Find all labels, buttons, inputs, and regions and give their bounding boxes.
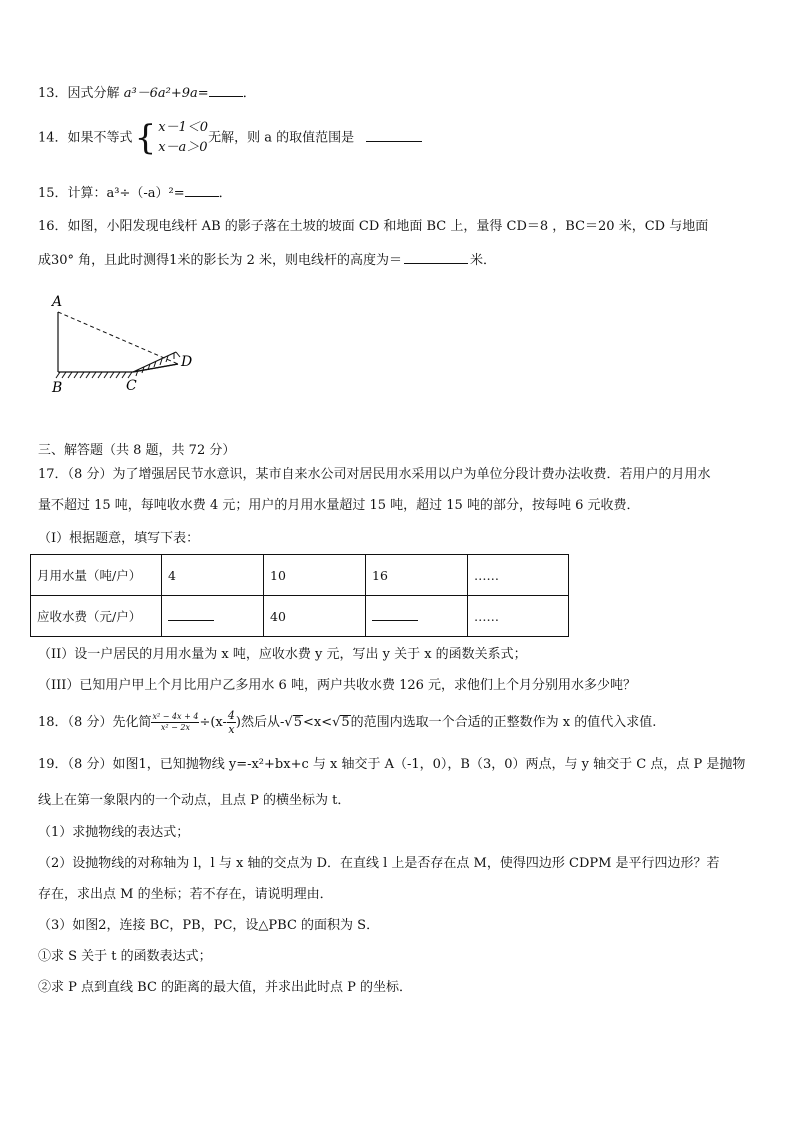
question-19-line2: 线上在第一象限内的一个动点，且点 P 的横坐标为 t． [38, 793, 351, 808]
question-13: 13．因式分解 a³－6a²+9a= ． [38, 82, 256, 103]
answer-blank[interactable] [404, 249, 468, 264]
question-19-p3a: ①求 S 关于 t 的函数表达式； [38, 949, 212, 964]
table-cell: 40 [264, 596, 366, 637]
question-16-line2: 成30° 角，且此时测得1米的影长为 2 米，则电线杆的高度为＝ 米． [38, 249, 496, 270]
answer-blank[interactable] [372, 608, 418, 621]
fraction-2: $\frac{4}{x}$ [227, 709, 235, 736]
question-19-p3b: ②求 P 点到直线 BC 的距离的最大值，并求出此时点 P 的坐标． [38, 980, 413, 995]
fraction-1: $\frac{\text{x² − 4x + 4}}{\text{x² − 2x}}$ [152, 712, 199, 732]
table-cell: 应收水费（元/户） [31, 596, 162, 637]
question-19-p1: （1）求抛物线的表达式； [38, 825, 190, 840]
question-text: 因式分解 [67, 86, 124, 101]
question-19-p3: （3）如图2，连接 BC，PB，PC，设△PBC 的面积为 S． [38, 918, 380, 933]
sqrt-symbol: √ [284, 715, 293, 730]
inequality-system: x－1＜0 x－a＞0 [158, 120, 209, 155]
answer-blank[interactable] [185, 182, 219, 197]
question-14 [38, 118, 422, 159]
table-row [31, 596, 569, 637]
answer-blank[interactable] [366, 127, 422, 142]
question-number: 14． [38, 130, 68, 146]
table-cell: 10 [264, 555, 366, 596]
answer-blank[interactable] [209, 82, 243, 97]
question-17-part2: （II）设一户居民的月用水量为 x 吨，应收水费 y 元，写出 y 关于 x 的函数关系式； [38, 647, 527, 662]
label-b: B [52, 380, 63, 396]
question-19-line1: 19．（8 分）如图1，已知抛物线 y=-x²+bx+c 与 x 轴交于 A（-1，0），B（3，0）两点，与 y 轴交于 C 点，点 P 是抛物 [38, 757, 746, 772]
table-row [31, 555, 569, 596]
answer-blank[interactable] [168, 608, 214, 621]
brace-symbol: { [134, 118, 157, 158]
question-18: 18．（8 分）先化简 $\frac{\text{x² − 4x + 4}}{\text{x² − 2x}}$ ÷(x- $\frac{4}{x}$ )然后从-√5<x<√5的范围内选取一个合适的正整数作为 x 的值代入求值. [38, 709, 657, 736]
question-number: 15． [38, 186, 68, 201]
sun-ray [58, 312, 178, 364]
table-cell-blank[interactable] [366, 596, 468, 637]
water-fee-table [30, 554, 569, 637]
question-text: 无解，则 a 的取值范围是 [208, 130, 355, 146]
sqrt-symbol: √ [332, 715, 341, 730]
table-cell: 月用水量（吨/户） [31, 555, 162, 596]
question-number: 13． [38, 86, 68, 101]
table-cell: …… [468, 596, 569, 637]
label-c: C [126, 378, 137, 394]
table-cell-blank[interactable] [162, 596, 264, 637]
math-expression: a³－6a²+9a= [123, 86, 209, 101]
question-17-line1: 17．（8 分）为了增强居民节水意识，某市自来水公司对居民用水采用以户为单位分段计费办法收费．若用户的月用水 [38, 467, 711, 482]
label-d: D [181, 354, 193, 370]
question-17-part1: （I）根据题意，填写下表： [38, 531, 200, 546]
label-a: A [52, 294, 63, 310]
question-17-part3: （III）已知用户甲上个月比用户乙多用水 6 吨，两户共收水费 126 元，求他们上个月分别用水多少吨？ [38, 678, 637, 693]
question-19-p2b: 存在，求出点 M 的坐标；若不存在，请说明理由． [38, 887, 333, 902]
pole-shadow-figure [48, 292, 198, 420]
question-text: 如果不等式 [67, 130, 133, 146]
ground-hatching [56, 352, 180, 378]
question-19-p2a: （2）设抛物线的对称轴为 l，l 与 x 轴的交点为 D．在直线 l 上是否存在点 M，使得四边形 CDPM 是平行四边形？若 [38, 856, 720, 871]
table-cell: 16 [366, 555, 468, 596]
question-text: 计算：a³÷（-a）²= [67, 186, 185, 201]
question-17-line2: 量不超过 15 吨，每吨收水费 4 元；用户的月用水量超过 15 吨，超过 15 吨的部分，按每吨 6 元收费． [38, 498, 640, 513]
question-15: 15．计算：a³÷（-a）²= ． [38, 182, 232, 203]
table-cell: …… [468, 555, 569, 596]
section-heading: 三、解答题（共 8 题，共 72 分） [38, 443, 236, 458]
question-16-line1: 16．如图，小阳发现电线杆 AB 的影子落在土坡的坡面 CD 和地面 BC 上，量得 CD＝8 ，BC＝20 米，CD 与地面 [38, 219, 709, 234]
table-cell: 4 [162, 555, 264, 596]
